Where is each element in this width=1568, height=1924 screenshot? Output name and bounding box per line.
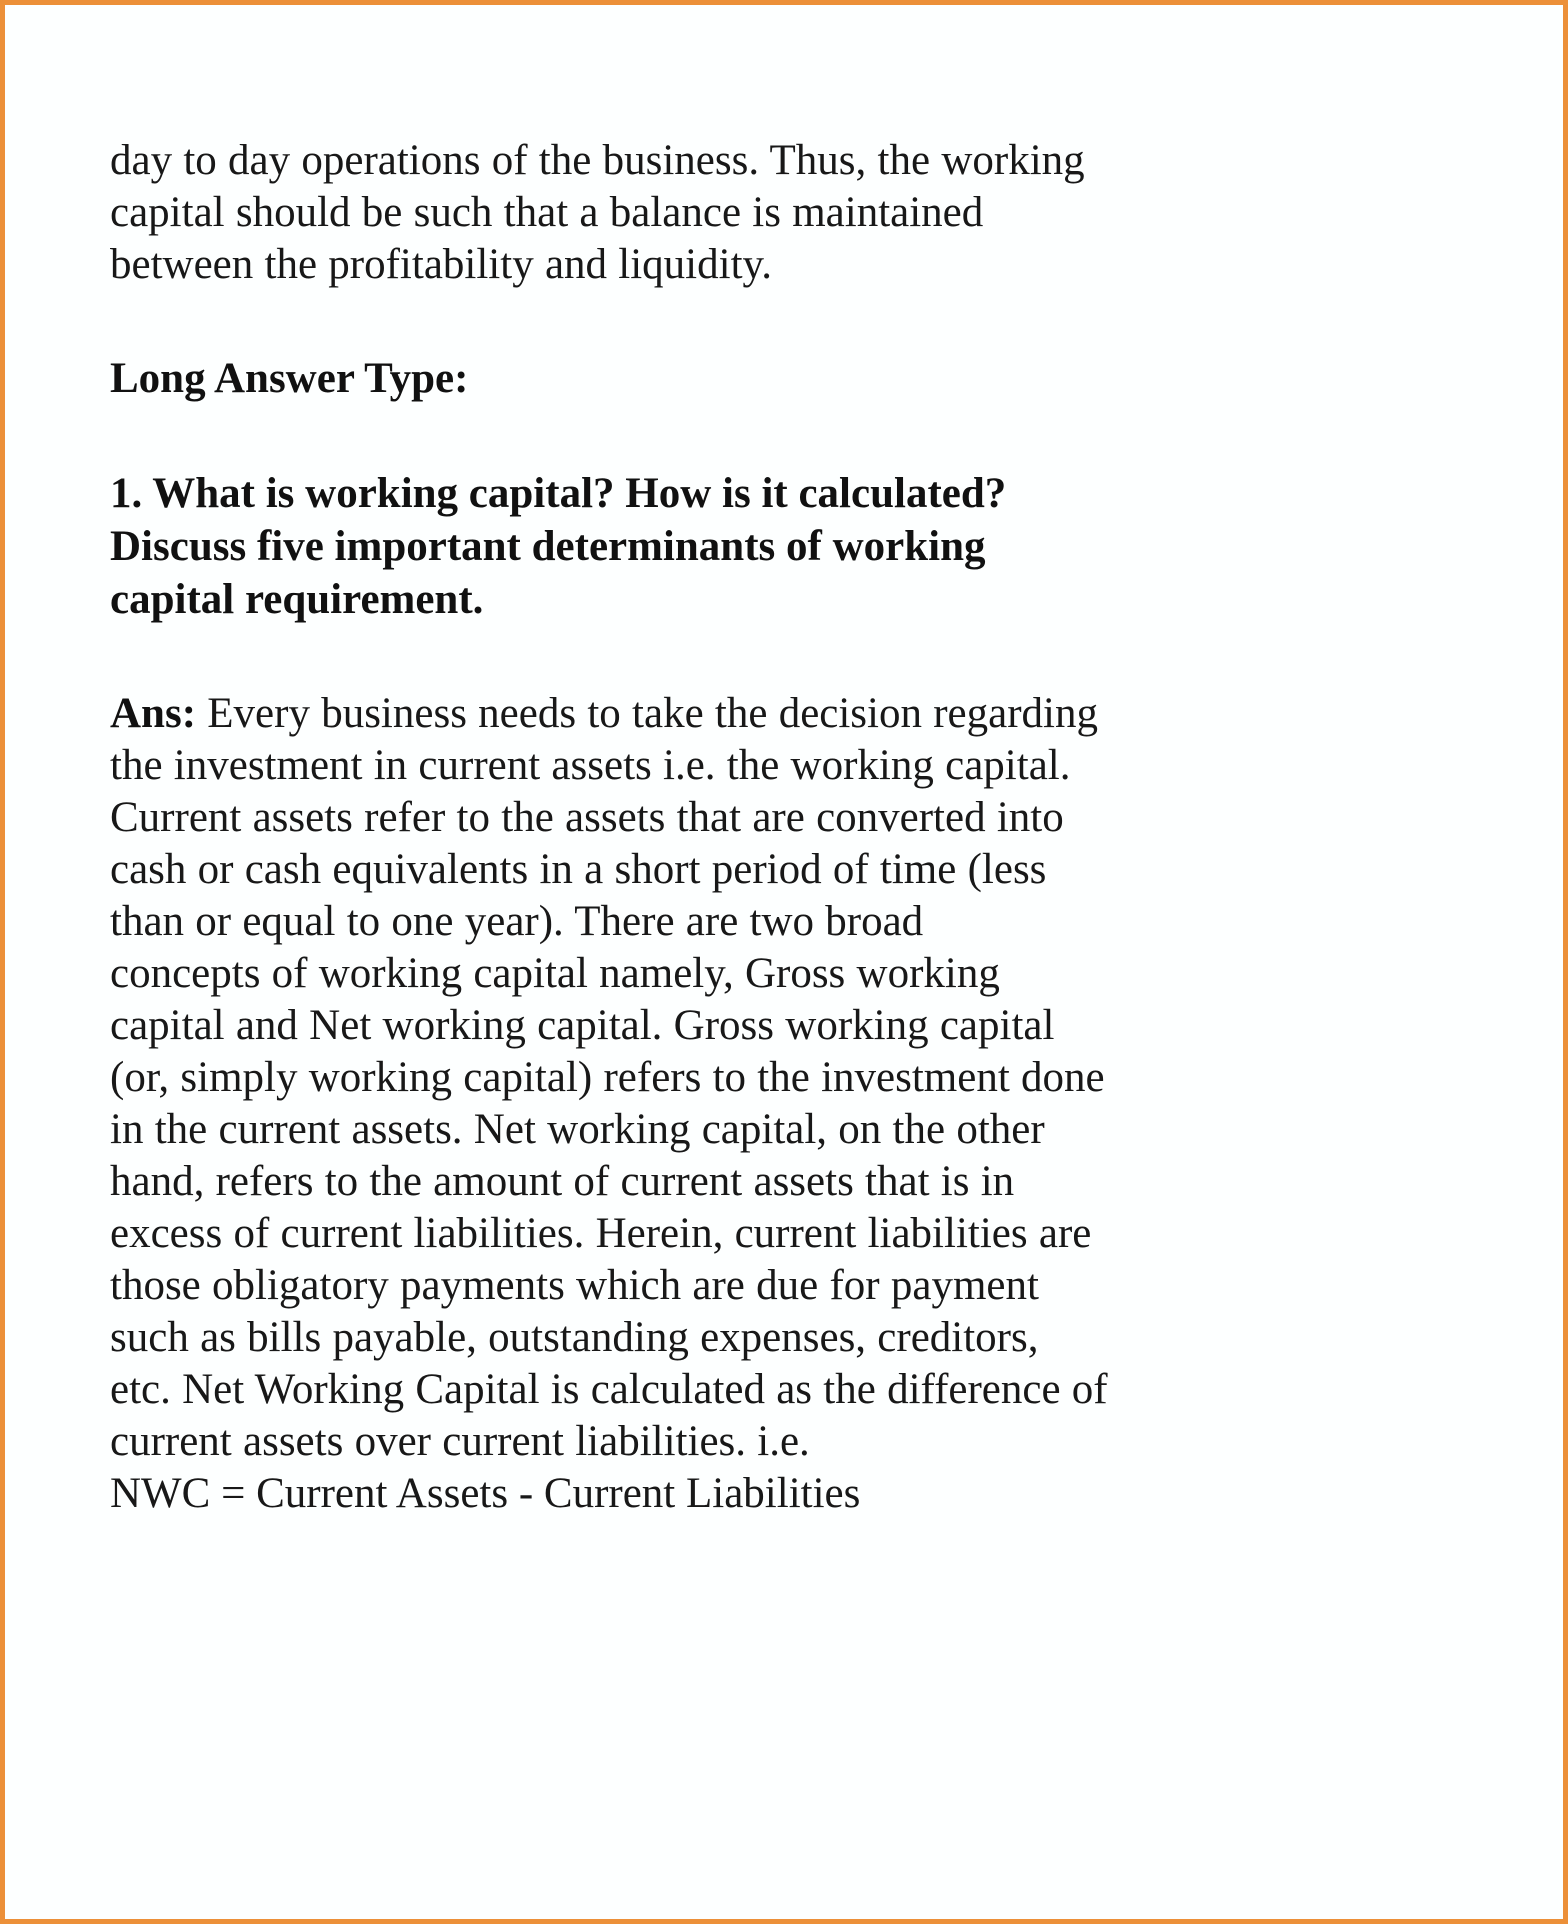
question-line-2: Discuss five important determinants of working [110,523,986,570]
spacer-after-heading [110,405,1185,467]
document-content [110,135,1185,1520]
page-sheet [5,5,1563,1919]
answer-label: Ans: [110,690,197,737]
spacer-after-question [110,626,1185,688]
answer-line-7: capital and Net working capital. Gross working capital [110,1002,1055,1049]
answer-line-11: excess of current liabilities. Herein, current liabilities are [110,1210,1092,1257]
question-line-1: 1. What is working capital? How is it calculated? [110,470,1007,517]
section-heading: Long Answer Type: [110,355,469,402]
answer-line-10: hand, refers to the amount of current assets that is in [110,1158,1015,1205]
answer-line-3: Current assets refer to the assets that are converted into [110,794,1064,841]
intro-line-2: capital should be such that a balance is maintained [110,189,984,236]
intro-paragraph [110,135,1185,291]
answer-paragraph [110,688,1185,1468]
answer-line-12: those obligatory payments which are due for payment [110,1262,1039,1309]
question-heading [110,467,1110,626]
intro-line-3: between the profitability and liquidity. [110,241,772,288]
answer-line-2: the investment in current assets i.e. the working capital. [110,742,1071,789]
answer-line-9: in the current assets. Net working capital, on the other [110,1106,1045,1153]
answer-line-4: cash or cash equivalents in a short period of time (less [110,846,1047,893]
answer-line-14: etc. Net Working Capital is calculated as the difference of [110,1366,1108,1413]
answer-first-line-rest: Every business needs to take the decision regarding [196,690,1098,737]
question-line-3: capital requirement. [110,576,484,623]
answer-first-line [110,688,1185,740]
formula-line: NWC = Current Assets - Current Liabilities [110,1470,861,1517]
answer-line-5: than or equal to one year). There are two broad [110,898,924,945]
spacer-after-intro [110,291,1185,353]
answer-line-13: such as bills payable, outstanding expenses, creditors, [110,1314,1039,1361]
intro-line-1: day to day operations of the business. Thus, the working [110,137,1085,184]
answer-line-15: current assets over current liabilities. i.e. [110,1418,810,1465]
answer-line-6: concepts of working capital namely, Gross working [110,950,1000,997]
answer-line-8: (or, simply working capital) refers to the investment done [110,1054,1105,1101]
